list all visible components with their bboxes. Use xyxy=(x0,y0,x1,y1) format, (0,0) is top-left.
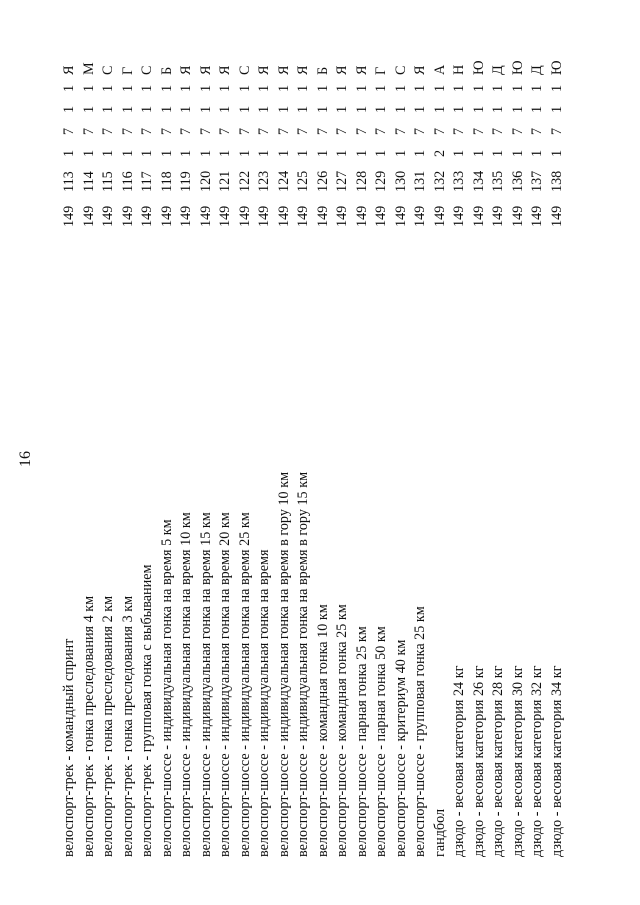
code-cell-2: 124 xyxy=(275,170,292,192)
table-row xyxy=(294,27,314,857)
code-cell-1: 149 xyxy=(490,205,506,227)
code-cell-2: 120 xyxy=(197,170,214,192)
code-cell-4: 7 xyxy=(470,127,487,135)
table-row xyxy=(372,27,392,857)
code-cell-1: 149 xyxy=(509,205,526,227)
code-cell-4: 7 xyxy=(314,127,331,135)
sport-name-cell: дзюдо - весовая категория 30 кг xyxy=(509,665,526,857)
letter-cell: Я xyxy=(178,65,194,75)
code-cell-4: 7 xyxy=(119,127,136,135)
code-cell-6: 1 xyxy=(431,84,448,92)
code-cell-1: 149 xyxy=(353,205,370,227)
code-cell-4: 7 xyxy=(295,127,311,135)
table-row xyxy=(138,27,158,857)
sport-name-cell: дзюдо - весовая категория 28 кг xyxy=(490,665,506,857)
letter-cell: Г xyxy=(119,66,136,75)
code-cell-3: 1 xyxy=(256,149,272,157)
table-row xyxy=(255,27,275,857)
code-cell-5: 1 xyxy=(61,105,77,113)
code-cell-3: 1 xyxy=(373,149,389,157)
code-cell-2: 122 xyxy=(236,170,253,192)
code-cell-2: 129 xyxy=(373,170,389,192)
code-cell-6: 1 xyxy=(139,84,155,92)
code-cell-6: 1 xyxy=(217,84,233,92)
sport-name-cell: велоспорт-трек - гонка преследования 2 км xyxy=(100,595,116,857)
code-cell-6: 1 xyxy=(334,84,350,92)
code-cell-4: 7 xyxy=(61,127,77,135)
code-cell-3: 1 xyxy=(80,149,97,157)
code-cell-6: 1 xyxy=(197,84,214,92)
code-cell-1: 149 xyxy=(100,205,116,227)
code-cell-5: 1 xyxy=(217,105,233,113)
code-cell-6: 1 xyxy=(451,84,467,92)
code-cell-4: 7 xyxy=(412,127,428,135)
sport-name-cell: велоспорт-шоссе - индивидуальная гонка на время xyxy=(256,549,272,857)
code-cell-6: 1 xyxy=(178,84,194,92)
letter-cell: Н xyxy=(451,64,467,75)
letter-cell: Я xyxy=(256,65,272,75)
letter-cell: Я xyxy=(217,65,233,75)
code-cell-5: 1 xyxy=(353,105,370,113)
code-cell-3: 1 xyxy=(314,149,331,157)
table-row xyxy=(119,27,139,857)
table-row xyxy=(431,27,451,857)
code-cell-5: 1 xyxy=(470,105,487,113)
code-cell-2: 126 xyxy=(314,170,331,192)
code-cell-6: 1 xyxy=(295,84,311,92)
code-cell-4: 7 xyxy=(139,127,155,135)
code-cell-3: 1 xyxy=(236,149,253,157)
sport-name-cell: велоспорт-шоссе - индивидуальная гонка на время в гору 15 км xyxy=(295,471,311,857)
code-cell-6: 1 xyxy=(314,84,331,92)
code-cell-2: 125 xyxy=(295,170,311,192)
code-cell-4: 7 xyxy=(334,127,350,135)
code-cell-1: 149 xyxy=(158,205,175,227)
code-cell-4: 7 xyxy=(256,127,272,135)
code-cell-5: 1 xyxy=(490,105,506,113)
code-cell-6: 1 xyxy=(61,84,77,92)
letter-cell: С xyxy=(236,65,253,75)
letter-cell: А xyxy=(431,64,448,75)
code-cell-2: 121 xyxy=(217,170,233,192)
code-cell-4: 7 xyxy=(373,127,389,135)
code-cell-5: 1 xyxy=(178,105,194,113)
letter-cell: Д xyxy=(529,65,545,75)
table-row xyxy=(275,27,295,857)
table-row xyxy=(197,27,217,857)
sport-name-cell: велоспорт-трек - командный спринт xyxy=(61,638,77,857)
code-cell-6: 1 xyxy=(119,84,136,92)
table-row xyxy=(411,27,431,857)
code-cell-3: 1 xyxy=(353,149,370,157)
code-cell-6: 1 xyxy=(470,84,487,92)
code-cell-2: 117 xyxy=(139,171,155,192)
code-cell-6: 1 xyxy=(548,84,565,92)
sport-name-cell: велоспорт-шоссе - индивидуальная гонка на время в гору 10 км xyxy=(275,471,292,857)
table-row xyxy=(548,27,568,857)
code-cell-1: 149 xyxy=(334,205,350,227)
code-cell-1: 149 xyxy=(314,205,331,227)
letter-cell: Ю xyxy=(548,60,565,75)
code-cell-5: 1 xyxy=(158,105,175,113)
code-cell-5: 1 xyxy=(275,105,292,113)
sport-name-cell: велоспорт-шоссе - парная гонка 25 км xyxy=(353,626,370,857)
code-cell-6: 1 xyxy=(236,84,253,92)
table-row xyxy=(353,27,373,857)
letter-cell: Ю xyxy=(509,60,526,75)
table-row xyxy=(314,27,334,857)
table-row xyxy=(333,27,353,857)
sport-name-cell: велоспорт-шоссе - индивидуальная гонка на время 15 км xyxy=(197,512,214,857)
code-cell-1: 149 xyxy=(392,205,409,227)
code-cell-3: 1 xyxy=(275,149,292,157)
code-cell-4: 7 xyxy=(236,127,253,135)
code-cell-3: 1 xyxy=(158,149,175,157)
code-cell-5: 1 xyxy=(295,105,311,113)
code-cell-4: 7 xyxy=(178,127,194,135)
code-cell-5: 1 xyxy=(119,105,136,113)
code-cell-2: 132 xyxy=(431,170,448,192)
code-cell-3: 1 xyxy=(178,149,194,157)
sport-name-cell: велоспорт-шоссе - индивидуальная гонка на время 10 км xyxy=(178,512,194,857)
letter-cell: Г xyxy=(373,66,389,75)
code-cell-2: 127 xyxy=(334,170,350,192)
code-cell-5: 1 xyxy=(431,105,448,113)
code-cell-3: 1 xyxy=(100,149,116,157)
code-cell-4: 7 xyxy=(548,127,565,135)
letter-cell: С xyxy=(392,65,409,75)
code-cell-2: 123 xyxy=(256,170,272,192)
code-cell-1: 149 xyxy=(529,205,545,227)
code-cell-3: 1 xyxy=(295,149,311,157)
code-cell-2: 130 xyxy=(392,170,409,192)
code-cell-6: 1 xyxy=(412,84,428,92)
code-cell-2: 114 xyxy=(80,171,97,192)
table-row xyxy=(80,27,100,857)
code-cell-2: 136 xyxy=(509,170,526,192)
code-cell-1: 149 xyxy=(80,205,97,227)
code-cell-5: 1 xyxy=(529,105,545,113)
code-cell-4: 7 xyxy=(451,127,467,135)
code-cell-1: 149 xyxy=(548,205,565,227)
code-cell-1: 149 xyxy=(61,205,77,227)
code-cell-6: 1 xyxy=(392,84,409,92)
sport-name-cell: дзюдо - весовая категория 24 кг xyxy=(451,665,467,857)
code-cell-6: 1 xyxy=(158,84,175,92)
code-cell-2: 133 xyxy=(451,170,467,192)
sport-name-cell: велоспорт-шоссе - парная гонка 50 км xyxy=(373,626,389,857)
code-cell-2: 128 xyxy=(353,170,370,192)
code-cell-6: 1 xyxy=(490,84,506,92)
code-cell-3: 1 xyxy=(509,149,526,157)
code-cell-1: 149 xyxy=(431,205,448,227)
code-cell-3: 1 xyxy=(490,149,506,157)
code-cell-5: 1 xyxy=(100,105,116,113)
table-row xyxy=(177,27,197,857)
letter-cell: Б xyxy=(314,66,331,75)
table-row xyxy=(60,27,80,857)
code-cell-1: 149 xyxy=(119,205,136,227)
sport-name-cell: дзюдо - весовая категория 32 кг xyxy=(529,665,545,857)
letter-cell: М xyxy=(80,62,97,75)
letter-cell: Я xyxy=(61,65,77,75)
code-cell-5: 1 xyxy=(451,105,467,113)
sport-name-cell: велоспорт-шоссе - групповая гонка 25 км xyxy=(412,606,428,857)
code-cell-2: 131 xyxy=(412,170,428,192)
code-cell-4: 7 xyxy=(100,127,116,135)
code-cell-3: 1 xyxy=(529,149,545,157)
code-cell-4: 7 xyxy=(275,127,292,135)
code-cell-3: 1 xyxy=(392,149,409,157)
code-cell-2: 119 xyxy=(178,171,194,192)
code-cell-3: 1 xyxy=(197,149,214,157)
letter-cell: Я xyxy=(197,65,214,75)
table-row xyxy=(236,27,256,857)
code-cell-4: 7 xyxy=(80,127,97,135)
code-cell-1: 149 xyxy=(451,205,467,227)
code-cell-1: 149 xyxy=(470,205,487,227)
sport-name-cell: гандбол xyxy=(431,808,448,857)
code-cell-3: 1 xyxy=(61,149,77,157)
letter-cell: С xyxy=(139,65,155,75)
sport-name-cell: велоспорт-шоссе - командная гонка 25 км xyxy=(334,604,350,857)
code-cell-4: 7 xyxy=(431,127,448,135)
table-row xyxy=(489,27,509,857)
letter-cell: Я xyxy=(412,65,428,75)
code-cell-1: 149 xyxy=(373,205,389,227)
code-cell-5: 1 xyxy=(412,105,428,113)
code-cell-5: 1 xyxy=(197,105,214,113)
code-cell-2: 134 xyxy=(470,170,487,192)
code-cell-1: 149 xyxy=(256,205,272,227)
code-cell-3: 1 xyxy=(451,149,467,157)
code-cell-5: 1 xyxy=(80,105,97,113)
code-cell-1: 149 xyxy=(178,205,194,227)
sport-name-cell: дзюдо - весовая категория 26 кг xyxy=(470,665,487,857)
letter-cell: Я xyxy=(275,65,292,75)
table-row xyxy=(216,27,236,857)
code-cell-1: 149 xyxy=(295,205,311,227)
letter-cell: Я xyxy=(295,65,311,75)
sport-name-cell: велоспорт-шоссе - индивидуальная гонка на время 5 км xyxy=(158,519,175,857)
code-cell-2: 135 xyxy=(490,170,506,192)
code-cell-5: 1 xyxy=(139,105,155,113)
code-cell-6: 1 xyxy=(373,84,389,92)
table-row xyxy=(450,27,470,857)
sport-name-cell: велоспорт-шоссе - командная гонка 10 км xyxy=(314,604,331,857)
letter-cell: Я xyxy=(353,65,370,75)
code-cell-3: 1 xyxy=(217,149,233,157)
code-cell-4: 7 xyxy=(158,127,175,135)
code-cell-4: 7 xyxy=(509,127,526,135)
code-cell-1: 149 xyxy=(236,205,253,227)
code-cell-6: 1 xyxy=(100,84,116,92)
code-cell-3: 1 xyxy=(548,149,565,157)
code-cell-6: 1 xyxy=(275,84,292,92)
code-cell-2: 137 xyxy=(529,170,545,192)
table-row xyxy=(528,27,548,857)
sport-name-cell: велоспорт-шоссе - индивидуальная гонка на время 25 км xyxy=(236,512,253,857)
table-row xyxy=(99,27,119,857)
sport-name-cell: велоспорт-шоссе - индивидуальная гонка на время 20 км xyxy=(217,512,233,857)
code-cell-6: 1 xyxy=(529,84,545,92)
code-cell-1: 149 xyxy=(275,205,292,227)
code-cell-2: 138 xyxy=(548,170,565,192)
code-cell-4: 7 xyxy=(490,127,506,135)
sport-name-cell: велоспорт-трек - групповая гонка с выбыванием xyxy=(139,564,155,857)
page-number: 16 xyxy=(17,451,34,467)
sport-name-cell: велоспорт-шоссе - критериум 40 км xyxy=(392,639,409,857)
code-cell-5: 1 xyxy=(509,105,526,113)
table-row xyxy=(392,27,412,857)
sport-name-cell: велоспорт-трек - гонка преследования 4 км xyxy=(80,595,97,857)
code-cell-2: 113 xyxy=(61,171,77,192)
code-cell-2: 115 xyxy=(100,171,116,192)
code-cell-5: 1 xyxy=(373,105,389,113)
code-cell-4: 7 xyxy=(529,127,545,135)
table-row xyxy=(158,27,178,857)
code-cell-5: 1 xyxy=(392,105,409,113)
code-cell-3: 1 xyxy=(412,149,428,157)
sport-name-cell: дзюдо - весовая категория 34 кг xyxy=(548,665,565,857)
code-cell-5: 1 xyxy=(314,105,331,113)
code-cell-4: 7 xyxy=(392,127,409,135)
code-cell-6: 1 xyxy=(256,84,272,92)
code-cell-5: 1 xyxy=(236,105,253,113)
letter-cell: Б xyxy=(158,66,175,75)
code-cell-3: 1 xyxy=(139,149,155,157)
code-cell-3: 1 xyxy=(470,149,487,157)
code-cell-5: 1 xyxy=(256,105,272,113)
code-cell-3: 2 xyxy=(431,149,448,157)
code-cell-2: 118 xyxy=(158,171,175,192)
sport-name-cell: велоспорт-трек - гонка преследования 3 км xyxy=(119,595,136,857)
code-cell-4: 7 xyxy=(217,127,233,135)
code-cell-1: 149 xyxy=(139,205,155,227)
data-table xyxy=(60,27,567,857)
code-cell-6: 1 xyxy=(509,84,526,92)
code-cell-4: 7 xyxy=(197,127,214,135)
letter-cell: С xyxy=(100,65,116,75)
code-cell-5: 1 xyxy=(548,105,565,113)
code-cell-1: 149 xyxy=(197,205,214,227)
code-cell-2: 116 xyxy=(119,171,136,192)
table-row xyxy=(509,27,529,857)
letter-cell: Я xyxy=(334,65,350,75)
letter-cell: Ю xyxy=(470,60,487,75)
code-cell-5: 1 xyxy=(334,105,350,113)
code-cell-6: 1 xyxy=(80,84,97,92)
table-row xyxy=(470,27,490,857)
letter-cell: Д xyxy=(490,65,506,75)
code-cell-3: 1 xyxy=(119,149,136,157)
code-cell-6: 1 xyxy=(353,84,370,92)
code-cell-1: 149 xyxy=(412,205,428,227)
code-cell-4: 7 xyxy=(353,127,370,135)
code-cell-1: 149 xyxy=(217,205,233,227)
code-cell-3: 1 xyxy=(334,149,350,157)
